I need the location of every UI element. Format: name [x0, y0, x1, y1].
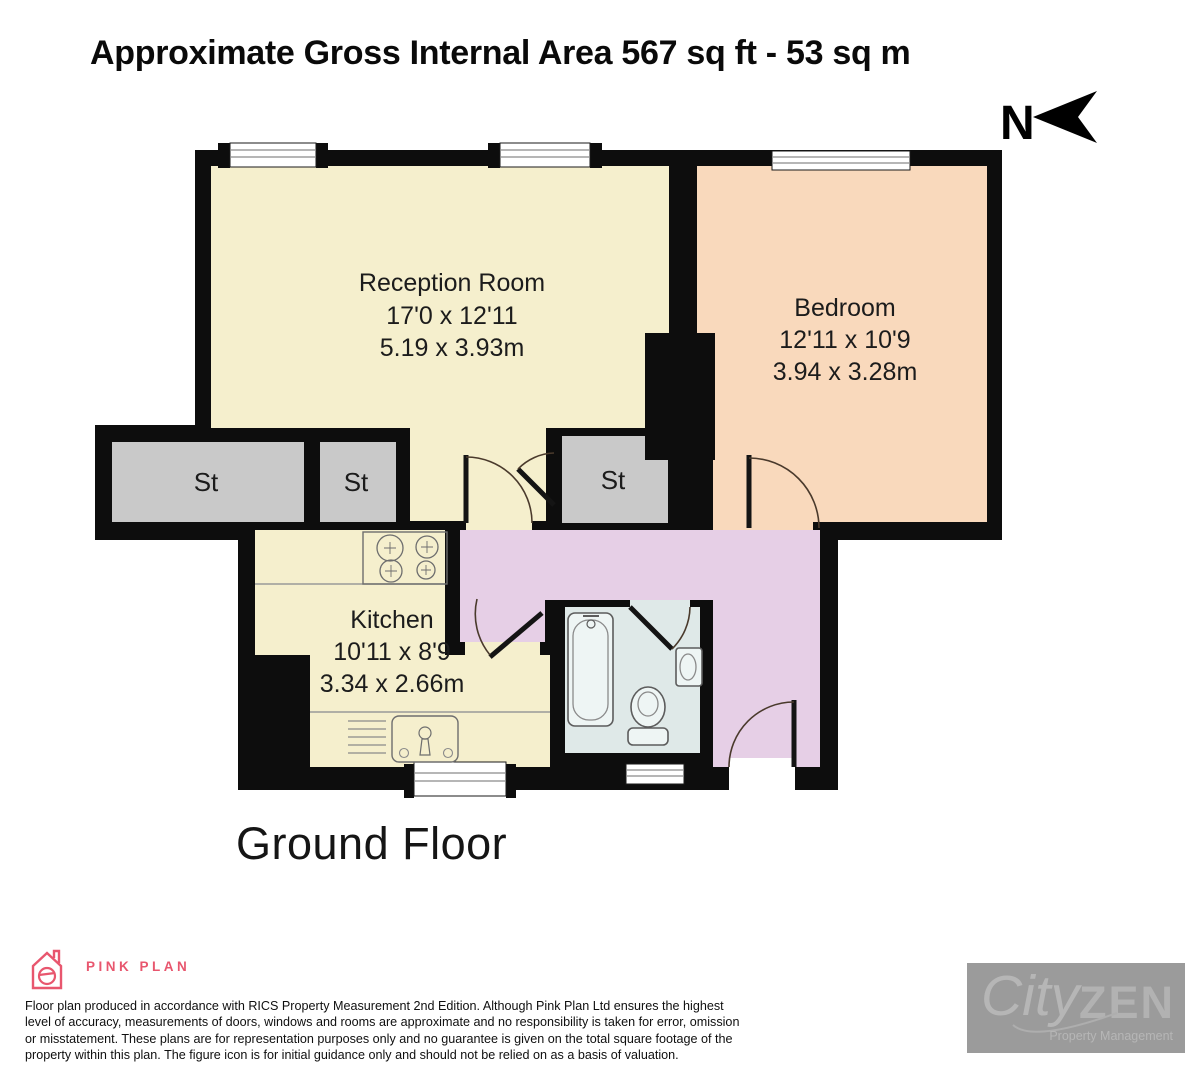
kitchen-imperial: 10'11 x 8'9	[333, 638, 451, 666]
north-label: N	[1000, 97, 1035, 150]
bay-window-jamb	[218, 143, 230, 168]
bedroom-floor-corner	[713, 460, 749, 530]
hallway-floor-stub	[460, 530, 545, 642]
bathroom-door-gap	[630, 600, 690, 607]
bedroom-door-gap	[749, 522, 813, 530]
kitchen-metric: 3.34 x 2.66m	[319, 670, 465, 698]
kitchen-window	[414, 762, 506, 796]
bedroom-window	[772, 151, 910, 170]
storage-right-label: St	[600, 465, 626, 495]
hallway-floor-right	[713, 530, 820, 767]
bedroom-name: Bedroom	[794, 294, 896, 322]
storage-left-label: St	[193, 467, 219, 497]
cityzen-logo	[967, 963, 1185, 1053]
north-arrow-icon	[1033, 91, 1097, 143]
entrance-opening	[729, 758, 795, 790]
reception-window-2	[500, 143, 590, 167]
cityzen-city-text: City	[981, 964, 1080, 1028]
disclaimer-line: Floor plan produced in accordance with RICS Property Measurement 2nd Edition. Although Pink Plan Ltd ensures the highest	[25, 999, 724, 1013]
disclaimer-line: property within this plan. The figure icon is for initial guidance only and should not be relied on as a basis of valuation.	[25, 1048, 679, 1063]
bay-window-jamb	[506, 764, 516, 798]
floor-label: Ground Floor	[236, 818, 508, 869]
bay-window-jamb	[488, 143, 500, 168]
toilet-seat	[631, 687, 665, 727]
chimney-breast	[645, 333, 715, 460]
passage-wall-stub-right	[532, 521, 546, 530]
cityzen-zen-text: ZEN	[1079, 977, 1175, 1028]
reception-imperial: 17'0 x 12'11	[386, 302, 518, 330]
north-arrow	[1000, 91, 1097, 150]
kitchen-name: Kitchen	[350, 606, 434, 634]
bathroom-window	[626, 764, 684, 784]
reception-window-1	[230, 143, 316, 167]
toilet-cistern	[628, 728, 668, 745]
pink-plan-name: PINK PLAN	[86, 958, 191, 974]
pink-plan-branding	[26, 946, 190, 994]
disclaimer-line: or misstatement. These plans are for representation purposes only and no guarantee is given on the total square footage of the	[25, 1031, 733, 1046]
pink-plan-house-icon	[26, 946, 68, 994]
storage-middle-label: St	[343, 467, 369, 497]
reception-room-floor	[211, 166, 669, 428]
bay-window-jamb	[316, 143, 328, 168]
cityzen-tagline: Property Management	[1049, 1029, 1173, 1043]
reception-metric: 5.19 x 3.93m	[379, 334, 525, 362]
bay-window-jamb	[404, 764, 414, 798]
bedroom-imperial: 12'11 x 10'9	[779, 326, 911, 354]
bedroom-metric: 3.94 x 3.28m	[772, 358, 918, 386]
passage-wall-stub-left	[410, 521, 466, 530]
disclaimer-text	[25, 998, 739, 1064]
disclaimer-line: level of accuracy, measurements of doors, windows and rooms are approximate and no responsibility is taken for error, omission	[25, 1015, 740, 1030]
page-title: Approximate Gross Internal Area 567 sq ft - 53 sq m	[90, 34, 911, 72]
bay-window-jamb	[590, 143, 602, 168]
reception-name: Reception Room	[358, 269, 546, 297]
